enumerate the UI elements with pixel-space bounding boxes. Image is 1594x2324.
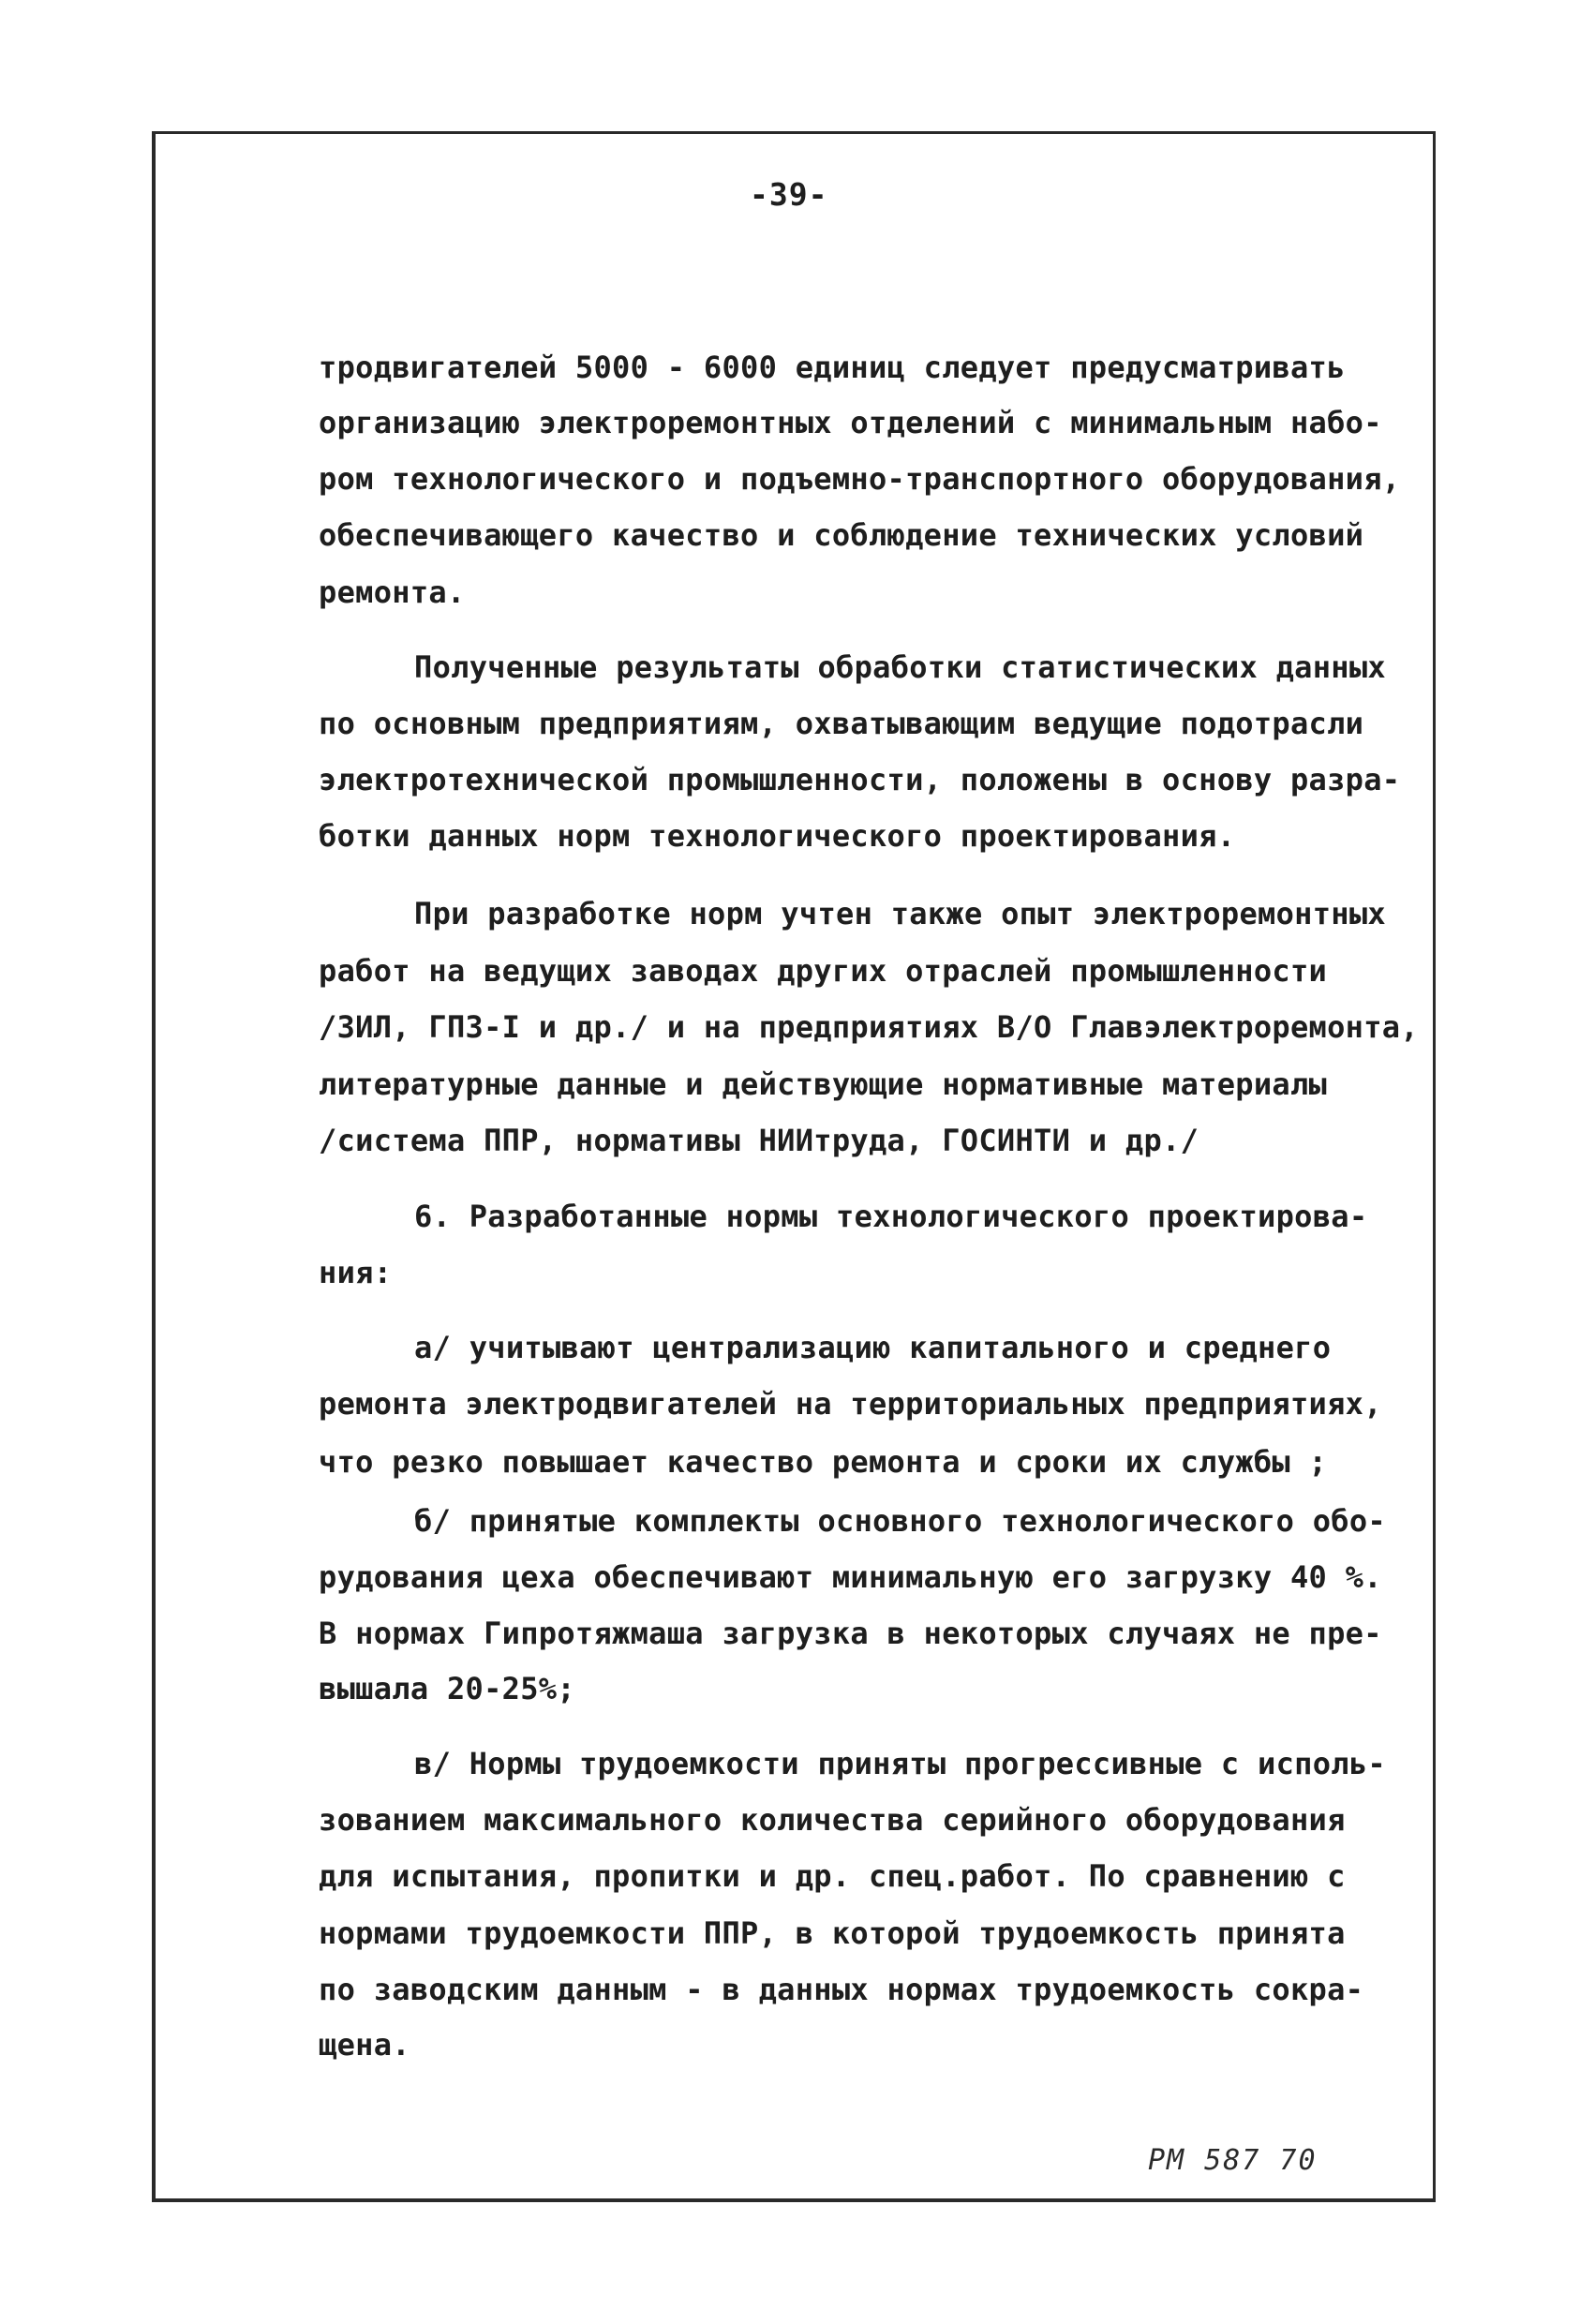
text-line: по заводским данным - в данных нормах трудоемкость сокра- xyxy=(319,1972,1364,2007)
text-line: ботки данных норм технологического проектирования. xyxy=(319,818,1236,854)
text-line: тродвигателей 5000 - 6000 единиц следует предусматривать xyxy=(319,350,1346,385)
text-line: нормами трудоемкости ППР, в которой трудоемкость принята xyxy=(319,1915,1346,1951)
text-line: щена. xyxy=(319,2027,410,2063)
text-line: а/ учитывают централизацию капитального и среднего xyxy=(414,1330,1332,1365)
text-line: литературные данные и действующие нормативные материалы xyxy=(319,1066,1328,1102)
text-line: ния: xyxy=(319,1255,393,1290)
text-line: В нормах Гипротяжмаша загрузка в некоторых случаях не пре- xyxy=(319,1616,1382,1651)
text-line: ром технологического и подъемно-транспортного оборудования, xyxy=(319,461,1401,497)
text-line: организацию электроремонтных отделений с минимальным набо- xyxy=(319,405,1382,440)
text-line: б/ принятые комплекты основного технологического обо- xyxy=(414,1503,1386,1539)
text-line: работ на ведущих заводах других отраслей промышленности xyxy=(319,953,1328,989)
document-code: РМ 587 70 xyxy=(1148,2144,1318,2177)
text-line: зованием максимального количества серийного оборудования xyxy=(319,1802,1346,1838)
page-number: -39- xyxy=(750,176,828,213)
text-line: При разработке норм учтен также опыт электроремонтных xyxy=(414,896,1386,931)
text-line: для испытания, пропитки и др. спец.работ. По сравнению с xyxy=(319,1858,1346,1894)
text-line: 6. Разработанные нормы технологического проектирова- xyxy=(414,1199,1368,1234)
text-line: ремонта электродвигателей на территориальных предприятиях, xyxy=(319,1386,1382,1422)
text-line: /ЗИЛ, ГПЗ-I и др./ и на предприятиях В/О Главэлектроремонта, xyxy=(319,1009,1419,1045)
text-line: /система ППР, нормативы НИИтруда, ГОСИНТИ и др./ xyxy=(319,1123,1199,1158)
text-line: Полученные результаты обработки статистических данных xyxy=(414,649,1386,685)
text-line: ремонта. xyxy=(319,574,466,610)
text-line: вышала 20-25%; xyxy=(319,1671,575,1706)
text-line: обеспечивающего качество и соблюдение технических условий xyxy=(319,517,1364,553)
text-line: по основным предприятиям, охватывающим ведущие подотрасли xyxy=(319,706,1364,741)
text-line: что резко повышает качество ремонта и сроки их службы ; xyxy=(319,1444,1328,1480)
text-line: в/ Нормы трудоемкости приняты прогрессивные с исполь- xyxy=(414,1746,1386,1781)
text-line: рудования цеха обеспечивают минимальную его загрузку 40 %. xyxy=(319,1559,1382,1595)
text-line: электротехнической промышленности, положены в основу разра- xyxy=(319,762,1401,797)
